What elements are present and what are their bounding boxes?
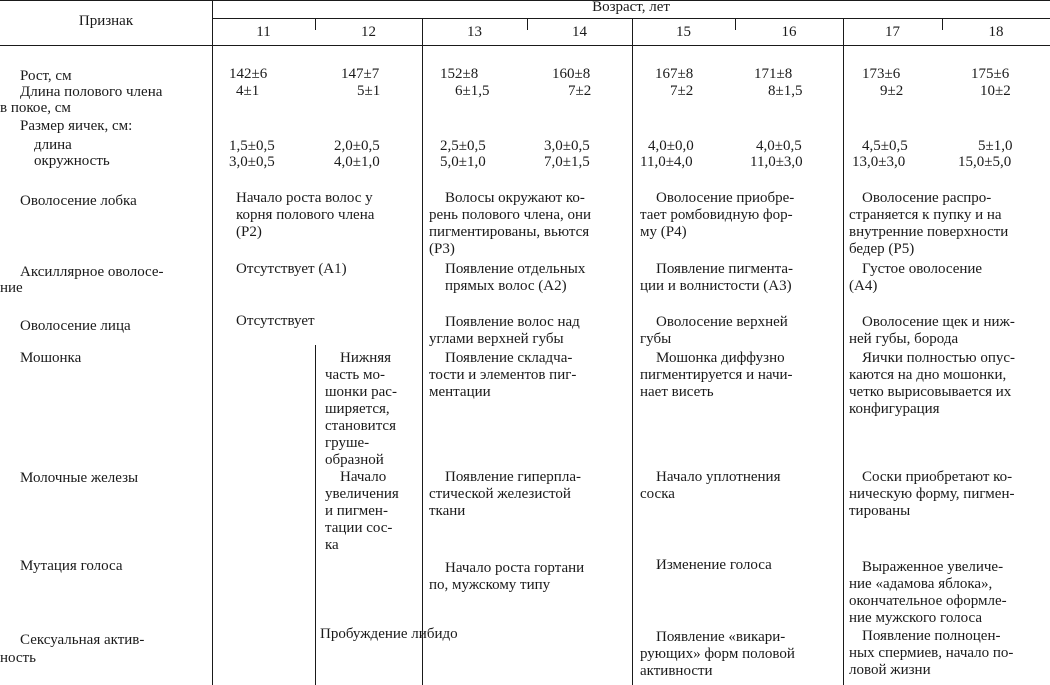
breast-c2-l3: ткани <box>429 503 466 519</box>
label-rost: Рост, см <box>20 68 72 84</box>
label-yaichki-dlina: длина <box>34 137 72 153</box>
scrotum-c3-l2: пигментируется и начи- <box>640 367 793 383</box>
face-c3-l1: Оволосение верхней <box>656 314 788 330</box>
rost-12: 147±7 <box>341 66 380 82</box>
age-14: 14 <box>572 24 587 40</box>
yaichki-okr-18: 15,0±5,0 <box>958 154 1012 170</box>
axillary-c1: Отсутствует (А1) <box>236 261 347 277</box>
rost-18: 175±6 <box>971 66 1010 82</box>
face-c4-l2: ней губы, борода <box>849 331 959 347</box>
pubic-c1-l3: (Р2) <box>236 224 262 240</box>
voice-c4-l3: окончательное оформле- <box>849 593 1007 609</box>
face-c2-l2: углами верхней губы <box>429 331 564 347</box>
rost-17: 173±6 <box>862 66 901 82</box>
scrotum-c12-l1: Нижняя <box>340 350 392 366</box>
rost-14: 160±8 <box>552 66 591 82</box>
scrotum-c3-l1: Мошонка диффузно <box>656 350 785 366</box>
voice-c2-l2: по, мужскому типу <box>429 577 551 593</box>
dlina-11: 4±1 <box>236 83 260 99</box>
scrotum-c4-l1: Яички полностью опус- <box>862 350 1016 366</box>
label-sexual-2: ность <box>0 650 36 666</box>
label-breast: Молочные железы <box>20 470 139 486</box>
breast-c2-l1: Появление гиперпла- <box>445 469 581 485</box>
scrotum-c4-l4: конфигурация <box>849 401 940 417</box>
yaichki-dlina-18: 5±1,0 <box>978 138 1013 154</box>
dlina-18: 10±2 <box>980 83 1011 99</box>
yaichki-okr-17: 13,0±3,0 <box>852 154 906 170</box>
age-13: 13 <box>467 24 482 40</box>
axillary-c2-l2: прямых волос (А2) <box>445 278 567 294</box>
rost-13: 152±8 <box>440 66 479 82</box>
dlina-17: 9±2 <box>880 83 904 99</box>
face-c2-l1: Появление волос над <box>445 314 580 330</box>
pubic-c4-l4: бедер (Р5) <box>849 241 915 257</box>
voice-c4-l2: ние «адамова яблока», <box>849 576 993 592</box>
pubic-c2-l2: рень полового члена, они <box>429 207 592 223</box>
breast-c12-l4: тации сос- <box>325 520 393 536</box>
breast-c4-l2: ническую форму, пигмен- <box>849 486 1015 502</box>
pubic-c3-l3: му (Р4) <box>640 224 687 240</box>
priznak-column-divider <box>212 0 213 685</box>
label-pubic: Оволосение лобка <box>20 193 137 209</box>
voice-c3: Изменение голоса <box>656 557 772 573</box>
yaichki-okr-13: 5,0±1,0 <box>440 154 486 170</box>
dlina-12: 5±1 <box>357 83 381 99</box>
col-divider-14-15 <box>632 18 633 685</box>
scrotum-c2-l2: тости и элементов пиг- <box>429 367 577 383</box>
col-divider-12-13 <box>422 18 423 685</box>
voice-c4-l1: Выраженное увеличе- <box>862 559 1004 575</box>
scrotum-c12-l3: шонки рас- <box>325 384 397 400</box>
pubic-c4-l1: Оволосение распро- <box>862 190 992 206</box>
yaichki-okr-15: 11,0±4,0 <box>640 154 693 170</box>
label-scrotum: Мошонка <box>20 350 82 366</box>
header-bottom-rule <box>0 45 1050 46</box>
label-axillary-1: Аксиллярное оволосе- <box>20 264 164 280</box>
face-c3-l2: губы <box>640 331 672 347</box>
breast-c2-l2: стической железистой <box>429 486 571 502</box>
yaichki-okr-11: 3,0±0,5 <box>229 154 275 170</box>
breast-c12-l5: ка <box>325 537 339 553</box>
rost-15: 167±8 <box>655 66 694 82</box>
age-16: 16 <box>781 24 797 40</box>
axillary-c3-l2: ции и волнистости (А3) <box>640 278 792 294</box>
label-dlina-1: Длина полового члена <box>20 84 163 100</box>
pubic-c2-l4: (Р3) <box>429 241 455 257</box>
scrotum-c4-l3: четко вырисовывается их <box>849 384 1012 400</box>
breast-c4-l1: Соски приобретают ко- <box>862 469 1013 485</box>
pubic-c4-l2: страняется к пупку и на <box>849 207 1002 223</box>
yaichki-okr-12: 4,0±1,0 <box>334 154 380 170</box>
scrotum-c2-l3: ментации <box>429 384 491 400</box>
scrotum-c4-l2: каются на дно мошонки, <box>849 367 1007 383</box>
breast-c3-l2: соска <box>640 486 675 502</box>
scrotum-c12-l2: часть мо- <box>325 367 385 383</box>
yaichki-dlina-14: 3,0±0,5 <box>544 138 590 154</box>
axillary-c2-l1: Появление отдельных <box>445 261 586 277</box>
breast-c4-l3: тированы <box>849 503 911 519</box>
scrotum-c2-l1: Появление складча- <box>445 350 573 366</box>
sexual-c3-l3: активности <box>640 663 713 679</box>
voice-c4-l4: ние мужского голоса <box>849 610 983 626</box>
age-15: 15 <box>676 24 691 40</box>
age-12: 12 <box>361 24 376 40</box>
pubic-c1-l2: корня полового члена <box>236 207 375 223</box>
face-c1: Отсутствует <box>236 313 315 329</box>
sexual-c3-l1: Появление «викари- <box>656 629 786 645</box>
yaichki-dlina-16: 4,0±0,5 <box>756 138 802 154</box>
pubic-c2-l1: Волосы окружают ко- <box>445 190 585 206</box>
axillary-c4-l2: (А4) <box>849 278 878 294</box>
axillary-c3-l1: Появление пигмента- <box>656 261 794 277</box>
label-face: Оволосение лица <box>20 318 131 334</box>
sexual-c4-l3: ловой жизни <box>849 662 931 678</box>
pubic-c2-l3: пигментированы, вьются <box>429 224 590 240</box>
age-11: 11 <box>256 24 271 40</box>
scrotum-c12-l5: становится <box>325 418 396 434</box>
breast-c3-l1: Начало уплотнения <box>656 469 781 485</box>
voice-c2-l1: Начало роста гортани <box>445 560 585 576</box>
yaichki-dlina-15: 4,0±0,0 <box>648 138 694 154</box>
scrotum-c12-l6: груше- <box>325 435 370 451</box>
header-priznak: Признак <box>78 13 134 29</box>
breast-c12-l3: и пигмен- <box>325 503 388 519</box>
breast-c12-l2: увеличения <box>325 486 399 502</box>
scrotum-c12-l7: образной <box>325 452 384 468</box>
yaichki-okr-14: 7,0±1,5 <box>544 154 590 170</box>
sexual-c12: Пробуждение либидо <box>320 626 458 642</box>
label-sexual-1: Сексуальная актив- <box>20 632 145 648</box>
yaichki-okr-16: 11,0±3,0 <box>750 154 803 170</box>
dlina-13: 6±1,5 <box>455 83 490 99</box>
label-axillary-2: ние <box>0 280 23 296</box>
pubic-c4-l3: внутренние поверхности <box>849 224 1009 240</box>
yaichki-dlina-17: 4,5±0,5 <box>862 138 908 154</box>
yaichki-dlina-13: 2,5±0,5 <box>440 138 486 154</box>
label-voice: Мутация голоса <box>20 558 123 574</box>
label-razmer: Размер яичек, см: <box>20 118 133 134</box>
age-header-rule <box>212 18 1050 19</box>
scrotum-c3-l3: нает висеть <box>640 384 714 400</box>
sexual-c4-l2: ных спермиев, начало по- <box>849 645 1014 661</box>
label-yaichki-okr: окружность <box>34 153 110 169</box>
rost-11: 142±6 <box>229 66 268 82</box>
yaichki-dlina-11: 1,5±0,5 <box>229 138 275 154</box>
col-divider-11-12-lower <box>315 345 316 685</box>
scrotum-c12-l4: ширяется, <box>325 401 390 417</box>
age-18: 18 <box>988 24 1004 40</box>
pubic-c3-l1: Оволосение приобре- <box>656 190 795 206</box>
col-divider-16-17 <box>843 18 844 685</box>
breast-c12-l1: Начало <box>340 469 387 485</box>
dlina-16: 8±1,5 <box>768 83 803 99</box>
pubic-c3-l2: тает ромбовидную фор- <box>640 207 793 223</box>
dlina-15: 7±2 <box>670 83 694 99</box>
pubic-c1-l1: Начало роста волос у <box>236 190 373 206</box>
face-c4-l1: Оволосение щек и ниж- <box>862 314 1015 330</box>
sexual-c4-l1: Появление полноцен- <box>862 628 1001 644</box>
dlina-14: 7±2 <box>568 83 592 99</box>
sexual-c3-l2: рующих» форм половой <box>640 646 795 662</box>
rost-16: 171±8 <box>754 66 793 82</box>
label-dlina-2: в покое, см <box>0 100 71 116</box>
axillary-c4-l1: Густое оволосение <box>862 261 983 277</box>
header-vozrast: Возраст, лет <box>592 0 670 15</box>
age-17: 17 <box>885 24 900 40</box>
yaichki-dlina-12: 2,0±0,5 <box>334 138 380 154</box>
